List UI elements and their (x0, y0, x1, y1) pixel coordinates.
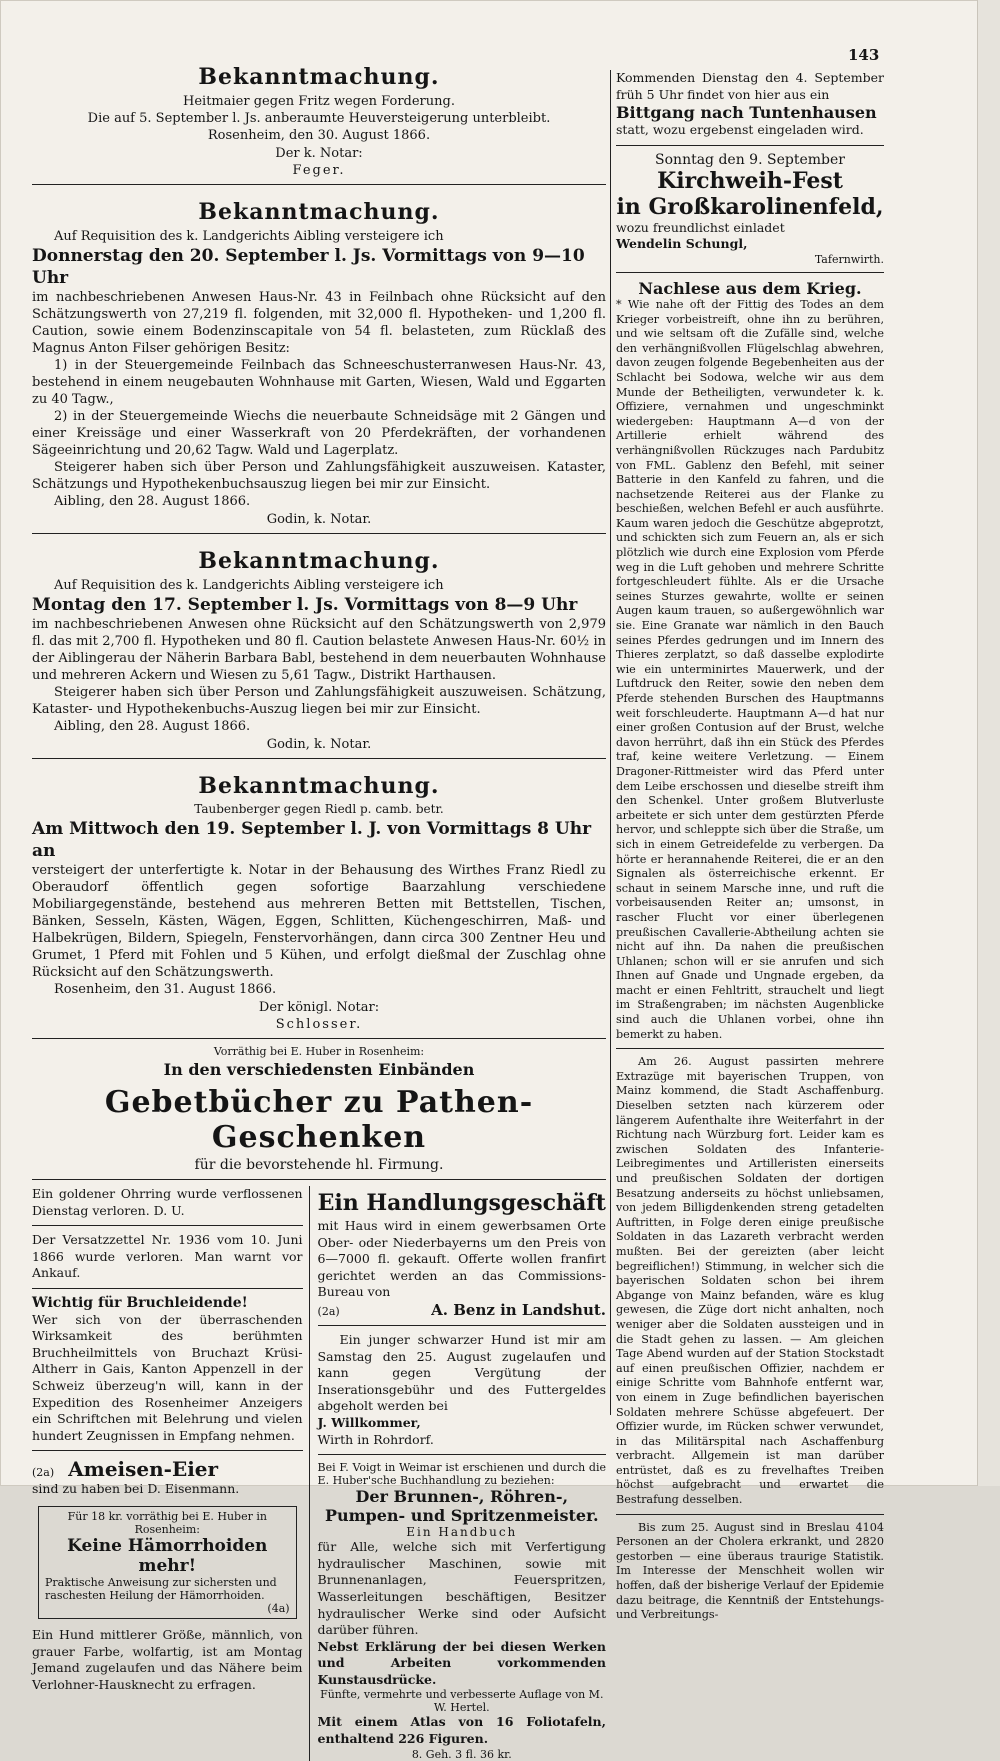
article-body: Am 26. August passirten mehrere Extrazüge mit bayerischen Truppen, von Mainz kommend, die Stadt Aschaffenburg. Dieselben setzten nach kürzerem oder längerem Aufenthalte ihre Weiterfahrt in der Richtung nach Würzburg fort. Leider kam es zwischen Soldaten des Infanterie-Leibregimentes und Artilleristen einerseits und preußischen Soldaten der dortigen Besatzung anderseits zu höchst unliebsamen, von jedem Billigdenkenden streng getadelten Auftritten, in Folge deren einige preußische Soldaten in das Lazareth verbracht werden mußten. Bei der gereizten (aber leicht begreiflichen!) Stimmung, in welcher sich die bayerischen Soldaten schon bei ihrem Abgange von Mainz befanden, wäre es klug gewesen, die Züge dort nicht anhalten, noch weniger aber die Soldaten aussteigen und in die Stadt gehen zu lassen. — Am gleichen Tage Abend wurden auf der Station Stockstadt auf einen preußischen Offizier, nachdem er einige Schritte vom Bahnhofe entfernt war, von einem in Zuge befindlichen bayerischen Soldaten mehrere Schüsse abgefeuert. Der Offizier wurde, im Rücken schwer verwundet, in das Militärspital nach Aschaffenburg verbracht. Allgemein ist man darüber entrüstet, daß es zu frevelhaftes Treiben höchst aufgebracht und erwartet die Bestrafung desselben. (616, 1055, 884, 1507)
classifieds-left (32, 1186, 310, 1761)
ad-body: Praktische Anweisung zur sichersten und raschesten Heilung der Hämorrhoiden. (45, 1575, 277, 1602)
divider (32, 1288, 303, 1289)
notice-3 (32, 548, 606, 752)
notice-signature: Schlosser. (275, 1017, 363, 1032)
ad-hund: Ein Hund mittlerer Größe, männlich, von grauer Farbe, wolfartig, ist am Montag Jemand zugelaufen und das Nähere beim Verlohner-Hausknecht zu erfragen. (32, 1626, 303, 1692)
ad-title: Ein Handlungsgeschäft (317, 1190, 606, 1216)
notice-intro: Auf Requisition des k. Landgerichts Aibling versteigere ich (54, 578, 444, 593)
notice-line: Heitmaier gegen Fritz wegen Forderung. (183, 94, 455, 109)
notice-intro: Auf Requisition des k. Landgerichts Aibling versteigere ich (54, 229, 444, 244)
divider (616, 1048, 884, 1049)
ad-tag: (4a) (267, 1601, 290, 1615)
ad-ohrring: Ein goldener Ohrring wurde verflossenen Dienstag verloren. D. U. (32, 1186, 303, 1218)
ad-bittgang: Kommenden Dienstag den 4. September früh 5 Uhr findet von hier aus ein (616, 70, 884, 102)
notice-signature: Der königl. Notar: (258, 1000, 380, 1015)
ad-kirchweih-date: Sonntag den 9. September (655, 151, 845, 168)
ad-signature: Tafernwirth. (814, 252, 884, 266)
divider (32, 533, 606, 534)
notice-4 (32, 773, 606, 1032)
ad-bruch: Wer sich von der überraschenden Wirksamkeit des berühmten Bruchheilmittels von Bruchazt Krüsi-Altherr in Gais, Kanton Appenzell in der Schweiz überzeug'n will, kann in der Expedition des Rosenheimer Anzeigers ein Schriftchen mit Belehrung und vielen hundert Zeugnissen in Empfang nehmen. (32, 1311, 303, 1443)
divider (32, 1450, 303, 1451)
ad-voigt: Bei F. Voigt in Weimar ist erschienen und durch die E. Huber'sche Buchhandlung zu beziehen: (317, 1461, 606, 1488)
ad-kirchweih-body: wozu freundlichst einladet (616, 219, 785, 235)
ad-book-edition: Fünfte, vermehrte und verbesserte Auflage von M. W. Hertel. (320, 1688, 604, 1715)
notice-subtitle: Taubenberger gegen Riedl p. camb. betr. (194, 802, 444, 816)
divider (318, 1454, 606, 1455)
divider (318, 1325, 606, 1326)
ad-signature: J. Willkommer, (317, 1414, 421, 1430)
ad-signature: Wirth in Rohrdorf. (317, 1431, 434, 1447)
ad-book-price: 8. Geh. 3 fl. 36 kr. (411, 1747, 512, 1761)
ad-book-atlas: Mit einem Atlas von 16 Foliotafeln, enthaltend 226 Figuren. (317, 1714, 606, 1747)
notice-line: Die auf 5. September l. Js. anberaumte Heuversteigerung unterbleibt. (87, 111, 551, 126)
notice-signature: Der k. Notar: (275, 146, 363, 161)
ad-versatz: Der Versatzzettel Nr. 1936 vom 10. Juni 1866 wurde verloren. Man warnt vor Ankauf. (32, 1232, 303, 1281)
ad-tag: (2a) (32, 1466, 55, 1480)
notice-item: 2) in der Steuergemeinde Wiechs die neuerbaute Schneidsäge mit 2 Gängen und einer Kreissäge und einer Wasserkraft von 20 Pferdekräften, der vorhandenen Sägeeinrichtung und 20,62 Tagw. Wald und Lagerplatz. (32, 409, 606, 458)
notice-note: Steigerer haben sich über Person und Zahlungsfähigkeit auszuweisen. Schätzung, Kataster- und Hypothekenbuchs-Auszug liegen bei mir zur Einsicht. (32, 685, 606, 717)
ad-book-sub: Ein Handbuch (406, 1525, 518, 1540)
ad-title: in Großkarolinenfeld, (616, 193, 884, 220)
divider (616, 145, 884, 146)
ad-subtitle: In den verschiedensten Einbänden (163, 1060, 475, 1079)
ad-book-title: Der Brunnen-, Röhren-, (355, 1487, 569, 1507)
notice-body: im nachbeschriebenen Anwesen Haus-Nr. 43 in Feilnbach ohne Rücksicht auf den Schätzungswerth von 27,219 fl. folgenden, mit 32,000 fl. Hypotheken- und 1,200 fl. Caution, sowie einem Bodenzinscapitale von 54 fl. belasteten, zum Rücklaß des Magnus Anton Filser gehörigen Besitz: (32, 290, 606, 356)
notice-body: im nachbeschriebenen Anwesen ohne Rücksicht auf den Schätzungswerth von 2,979 fl. das mit 2,700 fl. Hypotheken und 80 fl. Caution belastete Anwesen Haus-Nr. 60½ in der Aiblingerau der Näherin Barbara Babl, bestehend in dem neuerbauten Wohnhause und mehreren Ackern und Wiesen zu 5,61 Tagw., Distrikt Harthausen. (32, 617, 606, 683)
ad-tag: (2a) (317, 1304, 340, 1318)
notice-note: Steigerer haben sich über Person und Zahlungsfähigkeit auszuweisen. Kataster, Schätzungs und Hypothekenbuchsauszug liegen bei mir zur Einsicht. (32, 460, 606, 492)
ad-title: Ameisen-Eier (68, 1457, 219, 1482)
right-column (616, 50, 884, 1623)
notice-signature: Godin, k. Notar. (266, 737, 372, 752)
notice-2 (32, 199, 606, 527)
left-column (32, 50, 606, 1761)
notice-place: Rosenheim, den 31. August 1866. (54, 982, 277, 997)
ad-title: Keine Hämorrhoiden mehr! (67, 1535, 268, 1576)
column-divider (610, 70, 611, 1415)
notice-line: Rosenheim, den 30. August 1866. (207, 128, 431, 143)
notice-title: Bekanntmachung. (198, 548, 440, 574)
article-body: Bis zum 25. August sind in Breslau 4104 Personen an der Cholera erkrankt, und 2820 gestorben — eine überaus traurige Statistik. Im Interesse der Menschheit wollen wir hoffen, daß der bisherige Verlauf der Epidemie dazu beitrage, die Kenntniß der Entstehungs- und Verbreitungs- (616, 1520, 884, 1622)
ad-top: Vorräthig bei E. Huber in Rosenheim: (213, 1045, 425, 1058)
notice-date: Montag den 17. September l. Js. Vormittags von 8—9 Uhr (32, 595, 578, 615)
ad-bittgang-foot: statt, wozu ergebenst eingeladen wird. (616, 122, 864, 138)
article-body: * Wie nahe oft der Fittig des Todes an dem Krieger vorbeistreift, ohne ihn zu berühren, und wie seltsam oft die Zufälle sind, welche den verhängnißvollen Flügelschlag abwehren, davon zeugen folgende Begebenheiten aus der Schlacht bei Sodowa, welche wir aus dem Munde der Betheiligten, verwundeter k. k. Offiziere, vernahmen und ungeschminkt wiedergeben: Hauptmann A—d von der Artillerie erhielt während des verhängnißvollen Rückzuges nach Pardubitz von FML. Gablenz den Befehl, mit seiner Batterie in den Kanfeld zu fahren, und die nachsetzende Reiterei aus der Flanke zu beschießen, welchen Befehl er auch ausführte. Kaum waren jedoch die Geschütze abgeprotzt, und schickten sich zum Feuern an, als er sich plötzlich wie durch eine Explosion vom Pferde weg in die Luft gehoben und mehrere Schritte fortgeschleudert fühlte. Als er die Ursache seines Sturzes gewahrte, wollte er seinen Augen kaum trauen, so außergewöhnlich war sie. Eine Granate war nämlich in den Bauch seines Pferdes gedrungen und im Innern des Thieres zerplatzt, so daß dasselbe explodirte wie ein unterminirtes Mauerwerk, und der Luftdruck den Reiter, sowie den neben dem Pferde stehenden Burschen des Hauptmanns weit forschleuderte. Hauptmann A—d hat nur einer großen Contusion auf der Brust, welche davon herrührt, daß ihn ein Stück des Pferdes traf, keine weitere Verletzung. — Einem Dragoner-Rittmeister wird das Pferd unter dem Leibe erschossen und dieselbe streift ihm den Schenkel. Unter großem Blutverluste arbeitete er sich unter dem gestürzten Pferde hervor, und schleppte sich über die Straße, um sich in einem Getreidefelde zu verbergen. Da hörte er herannahende Reiterei, die er an den Signalen als österreichische erkennt. Er schaut in seinem Marsche inne, und ruft die vorbeisausenden Reiter an; umsonst, in rascher Flucht vor einer überlegenen preußischen Cavallerie-Abtheilung achten sie nicht auf ihn. Da nahen die preußischen Uhlanen; schon will er sie anrufen und sich Ihnen auf Gnade und Ungnade ergeben, da macht er einen Fehltritt, strauchelt und liegt im Straßengraben; im nächsten Augenblicke sind auch die Uhlanen vorbei, ohne ihn bemerkt zu haben. (616, 297, 884, 1041)
ad-ameisen-body: sind zu haben bei D. Eisenmann. (32, 1481, 240, 1497)
ad-foot: für die bevorstehende hl. Firmung. (194, 1157, 444, 1173)
ad-signature-row (318, 1301, 606, 1319)
divider (32, 1225, 303, 1226)
divider (32, 758, 606, 759)
classifieds-row (32, 1186, 606, 1761)
notice-place: Aibling, den 28. August 1866. (54, 719, 251, 734)
divider (32, 184, 606, 185)
notice-body: versteigert der unterfertigte k. Notar in der Behausung des Wirthes Franz Riedl zu Oberaudorf öffentlich gegen sofortige Baarzahlung verschiedene Mobiliargegenstände, bestehend aus mehreren Betten mit Bettstellen, Tischen, Bänken, Sesseln, Kästen, Wägen, Eggen, Schlitten, Küchengeschirren, Maß- und Halbekrügen, Bildern, Spiegeln, Fenstervorhängen, dann circa 300 Zentner Heu und Grumet, 1 Pferd mit Fohlen und 5 Kühen, und erfolgt dießmal der Zuschlag ohne Rücksicht auf den Schätzungswerth. (32, 863, 606, 980)
ad-box (38, 1506, 297, 1619)
ad-top: Für 18 kr. vorräthig bei E. Huber in Rosenheim: (67, 1509, 267, 1536)
notice-signature: Feger. (292, 163, 346, 178)
divider (616, 272, 884, 273)
notice-place: Aibling, den 28. August 1866. (54, 494, 251, 509)
divider (616, 1514, 884, 1515)
article-title: Nachlese aus dem Krieg. (638, 278, 862, 298)
divider (32, 1179, 606, 1180)
notice-1 (32, 64, 606, 178)
ad-book-body: Nebst Erklärung der bei diesen Werken und Arbeiten vorkommenden Kunstausdrücke. (317, 1638, 606, 1687)
notice-date: Donnerstag den 20. September l. Js. Vormittags von 9—10 Uhr (32, 246, 585, 288)
classifieds-right (310, 1186, 606, 1761)
notice-title: Bekanntmachung. (198, 773, 440, 799)
ad-handlung: mit Haus wird in einem gewerbsamen Orte Ober- oder Niederbayerns um den Preis von 6—7000 fl. gekauft. Offerte wollen franfirt gerichtet werden an das Commissions-Bureau von (317, 1218, 606, 1300)
ad-book-title: Pumpen- und Spritzenmeister. (324, 1506, 599, 1526)
notice-title: Bekanntmachung. (198, 199, 440, 225)
book-ad (32, 1045, 606, 1173)
ad-signature: A. Benz in Landshut. (431, 1300, 606, 1319)
page-number: 143 (848, 46, 880, 64)
notice-item: 1) in der Steuergemeinde Feilnbach das Schneeschusterranwesen Haus-Nr. 43, bestehend in einem neugebauten Wohnhause mit Garten, Wiesen, Wald und Eggarten zu 40 Tagw., (32, 358, 606, 407)
notice-title: Bekanntmachung. (198, 64, 440, 90)
ad-headline: Gebetbücher zu Pathen-Geschenken (104, 1085, 534, 1155)
divider (32, 1038, 606, 1039)
ad-title: Bittgang nach Tuntenhausen (616, 103, 877, 123)
ad-title: Kirchweih-Fest (657, 167, 843, 194)
ad-book-body: für Alle, welche sich mit Verfertigung hydraulischer Maschinen, sowie mit Brunnenanlagen, Feuerspritzen, Wasserleitungen beschäftigen, Besitzer hydraulischer Werke sind oder Aufsicht darüber führen. (317, 1539, 606, 1638)
ad-title: Wichtig für Bruchleidende! (32, 1294, 248, 1311)
notice-signature: Godin, k. Notar. (266, 512, 372, 527)
page-edge (977, 0, 1000, 1486)
ad-signature: Wendelin Schungl, (616, 236, 748, 252)
ad-hund: Ein junger schwarzer Hund ist mir am Samstag den 25. August zugelaufen und kann gegen Vergütung der Inserationsgebühr und des Futtergeldes abgeholt werden bei (317, 1331, 606, 1414)
ad-ameisen (32, 1457, 303, 1481)
notice-date: Am Mittwoch den 19. September l. J. von Vormittags 8 Uhr an (32, 819, 592, 861)
